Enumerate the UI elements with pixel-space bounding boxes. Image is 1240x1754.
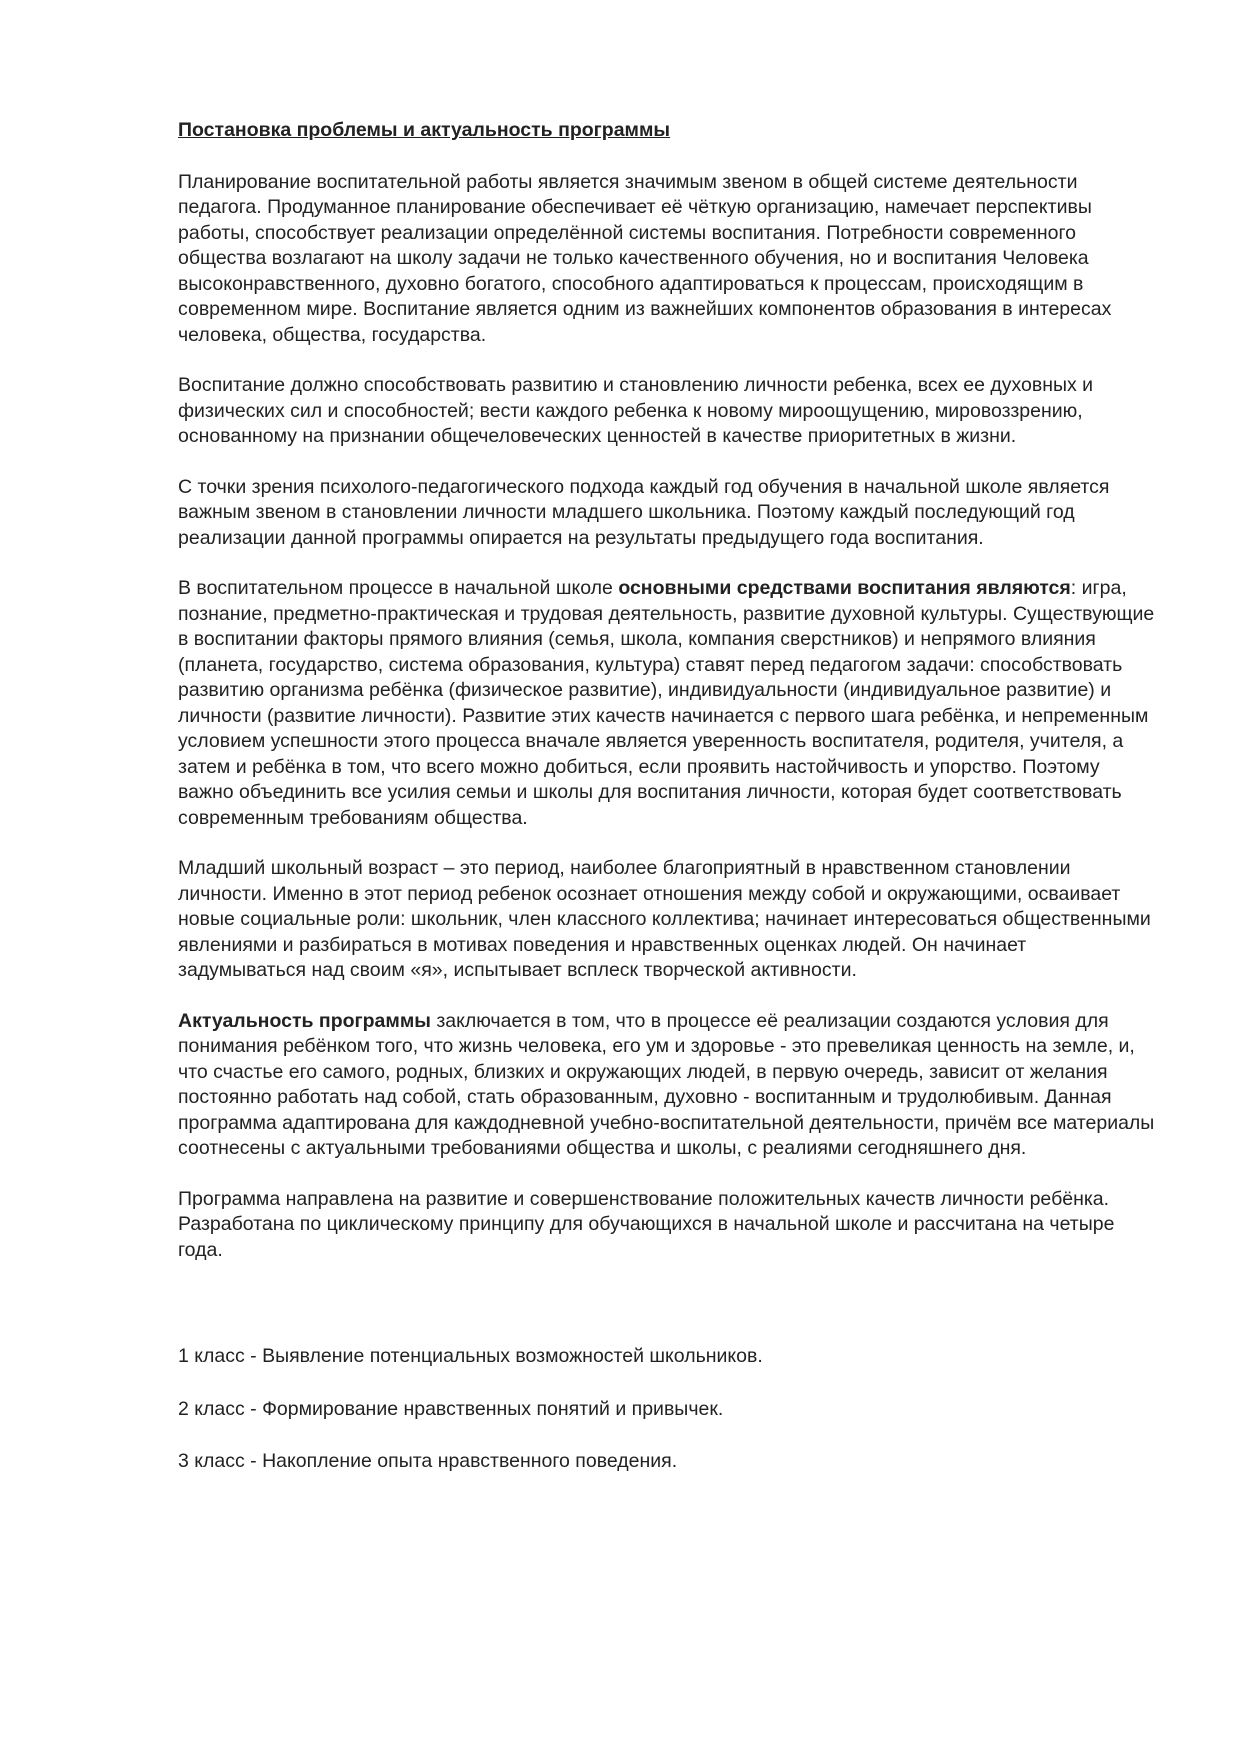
paragraph-relevance-rest: заключается в том, что в процессе её реализации создаются условия для понимания ребёнком того, что жизнь человека, его ум и здоровье - это превеликая ценность на земле, и, что счастье его самого, родных, близких и окружающих людей, в первую очередь, зависит от желания постоянно работать над собой, стать образованным, духовно - воспитанным и трудолюбивым. Данная программа адаптирована для каждодневной учебно-воспитательной деятельности, причём все материалы соотнесены с актуальными требованиями общества и школы, с реалиями сегодняшнего дня. [178,1009,1155,1159]
paragraph-means [178,576,1158,831]
paragraph-means-start: В воспитательном процессе в начальной школе [178,577,619,599]
grade-item: 1 класс - Выявление потенциальных возможностей школьников. [178,1345,763,1367]
paragraph-relevance [178,1009,1158,1162]
section-title: Постановка проблемы и актуальность программы [178,119,671,141]
paragraph-age: Младший школьный возраст – это период, наиболее благоприятный в нравственном становлении личности. Именно в этот период ребенок осознает отношения между собой и окружающими, осваивает новые социальные роли: школьник, член классного коллектива; начинает интересоваться общественными явлениями и разбираться в мотивах поведения и нравственных оценках людей. Он начинает задумываться над своим «я», испытывает всплеск творческой активности. [178,857,1151,981]
paragraph-means-bold: основными средствами воспитания являются [618,577,1071,599]
paragraph-direction: Программа направлена на развитие и совершенствование положительных качеств личности ребёнка. Разработана по циклическому принципу для обучающихся в начальной школе и рассчитана на четыре года. [178,1187,1115,1261]
grade-item: 2 класс - Формирование нравственных понятий и привычек. [178,1397,724,1420]
spacer [178,1288,1158,1344]
paragraph-relevance-bold: Актуальность программы [178,1009,431,1032]
paragraph-planning: Планирование воспитательной работы является значимым звеном в общей системе деятельности педагога. Продуманное планирование обеспечивает её чёткую организацию, намечает перспективы работы, способствует реализации определённой системы воспитания. Потребности современного общества возлагают на школу задачи не только качественного обучения, но и воспитания Человека высоконравственного, духовно богатого, способного адаптироваться к процессам, происходящим в современном мире. Воспитание является одним из важнейших компонентов образования в интересах человека, общества, государства. [178,170,1112,346]
grade-item: 3 класс - Накопление опыта нравственного поведения. [178,1450,678,1472]
document-page [178,118,1158,1502]
paragraph-upbringing: Воспитание должно способствовать развитию и становлению личности ребенка, всех ее духовных и физических сил и способностей; вести каждого ребенка к новому мироощущению, мировоззрению, основанному на признании общечеловеческих ценностей в качестве приоритетных в жизни. [178,374,1094,447]
paragraph-means-rest: : игра, познание, предметно-практическая и трудовая деятельность, развитие духовной культуры. Существующие в воспитании факторы прямого влияния (семья, школа, компания сверстников) и непрямого влияния (планета, государство, система образования, культура) ставят перед педагогом задачи: способствовать развитию организма ребёнка (физическое развитие), индивидуальности (индивидуальное развитие) и личности (развитие личности). Развитие этих качеств начинается с первого шага ребёнка, и непременным условием успешности этого процесса вначале является уверенность воспитателя, родителя, учителя, а затем и ребёнка в том, что всего можно добиться, если проявить настойчивость и упорство. Поэтому важно объединить все усилия семьи и школы для воспитания личности, которая будет соответствовать современным требованиям общества. [178,577,1155,829]
paragraph-psychology: С точки зрения психолого-педагогического подхода каждый год обучения в начальной школе является важным звеном в становлении личности младшего школьника. Поэтому каждый последующий год реализации данной программы опирается на результаты предыдущего года воспитания. [178,475,1110,549]
